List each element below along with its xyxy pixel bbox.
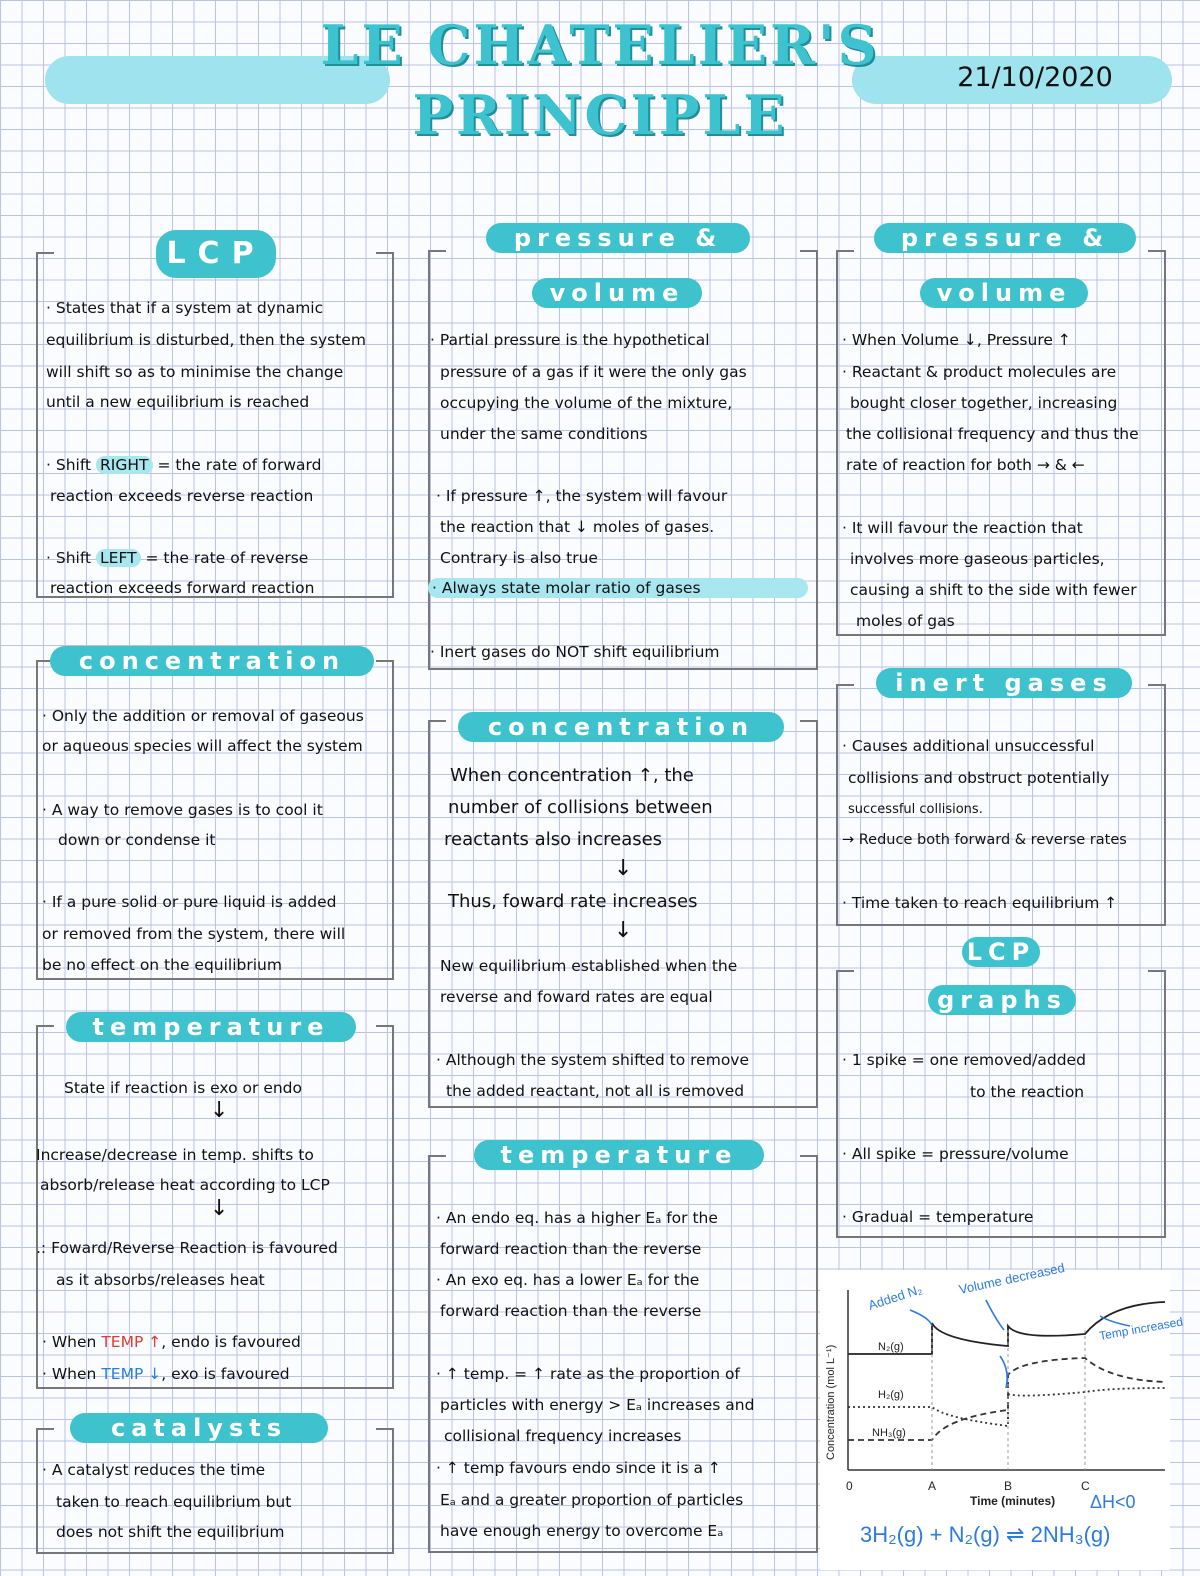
pressure-middle-highlight: · Always state molar ratio of gases [428,578,808,598]
pressure-right-heading1: pressure & [874,223,1136,253]
conc-left-text: down or condense it [58,831,216,849]
lcp-graphs-heading2: graphs [928,985,1076,1015]
note-volume: Volume decreased [957,1259,1066,1297]
down-arrow-icon: ↓ [614,856,633,881]
h2-label: H₂(g) [878,1389,904,1401]
temp-left-step3: .: Foward/Reverse Reaction is favoured [36,1239,338,1257]
temp-middle-text: Eₐ and a greater proportion of particles [440,1491,744,1509]
when-pre: · When [42,1365,97,1383]
temp-middle-text: forward reaction than the reverse [440,1240,702,1258]
conc-middle-although: · Although the system shifted to remove [436,1051,750,1069]
lcp-heading: LCP [156,230,276,278]
when-post: , endo is favoured [161,1333,301,1351]
pressure-middle-heading1: pressure & [486,223,750,253]
pressure-right-text: involves more gaseous particles, [850,550,1105,568]
nh3-label: NH₃(g) [872,1427,906,1439]
graph-xlabel: Time (minutes) [970,1494,1056,1508]
inert-gases-text: successful collisions. [848,802,983,817]
pressure-right-text: · It will favour the reaction that [842,519,1083,537]
inert-gases-heading: inert gases [876,668,1132,698]
graph-tick-c: C [1081,1479,1090,1493]
inert-gases-text: · Causes additional unsuccessful [842,737,1095,755]
conc-left-text: · A way to remove gases is to cool it [42,801,323,819]
temp-left-when-down [42,1364,290,1384]
inert-gases-text: collisions and obstruct potentially [848,769,1110,787]
temp-left-step2: absorb/release heat according to LCP [40,1176,330,1194]
equation: 3H₂(g) + N₂(g) ⇌ 2NH₃(g) [860,1522,1111,1547]
temp-middle-text: · ↑ temp favours endo since it is a ↑ [436,1459,721,1477]
date: 21/10/2020 [957,62,1113,93]
conc-middle-although: the added reactant, not all is removed [446,1082,745,1100]
concentration-left-heading: concentration [50,646,374,676]
graph-tick-a: A [928,1479,937,1493]
lcp-graphs-text: · Gradual = temperature [842,1208,1034,1226]
pressure-middle-text: the reaction that ↓ moles of gases. [440,518,715,536]
when-pre: · When [42,1333,97,1351]
lcp-text: reaction exceeds reverse reaction [50,487,314,505]
lcp-graphs-text: to the reaction [970,1083,1085,1101]
pressure-right-text: · Reactant & product molecules are [842,363,1117,381]
when-post: , exo is favoured [161,1365,290,1383]
temperature-middle-heading: temperature [474,1140,764,1170]
note-temp: Temp increased [1098,1314,1184,1343]
conc-middle-new-eq: New equilibrium established when the [440,957,738,975]
graph-svg [820,1259,1184,1570]
pressure-middle-text: · If pressure ↑, the system will favour [436,487,728,505]
lcp-graphs-text: · All spike = pressure/volume [842,1145,1069,1163]
conc-middle-text: number of collisions between [448,797,713,818]
shift-left-word: LEFT [96,549,141,567]
conc-middle-thus: Thus, foward rate increases [448,891,698,912]
shift-right-post: = the rate of forward [157,456,322,474]
shift-right-pre: · Shift [46,456,92,474]
conc-left-text: or removed from the system, there will [42,925,346,943]
temp-middle-text: collisional frequency increases [444,1427,682,1445]
graph-tick-b: B [1004,1479,1013,1493]
lcp-text: · States that if a system at dynamic [46,299,324,317]
pressure-right-text: causing a shift to the side with fewer [850,581,1137,599]
temp-middle-text: particles with energy > Eₐ increases and [440,1396,755,1414]
lcp-text: will shift so as to minimise the change [46,363,344,381]
temp-left-step1: State if reaction is exo or endo [64,1079,302,1097]
pressure-right-text: · When Volume ↓, Pressure ↑ [842,331,1071,349]
lcp-text: reaction exceeds forward reaction [50,579,315,597]
temp-middle-text: · An endo eq. has a higher Eₐ for the [436,1209,718,1227]
graph-ylabel: Concentration (mol L⁻¹) [825,1344,837,1460]
temp-left-when-up [42,1332,301,1352]
catalysts-text: · A catalyst reduces the time [42,1461,266,1479]
catalysts-text: taken to reach equilibrium but [56,1493,292,1511]
conc-middle-new-eq: reverse and foward rates are equal [440,988,713,1006]
catalysts-text: does not shift the equilibrium [56,1523,285,1541]
shift-left-pre: · Shift [46,549,92,567]
page-title-line1: LE CHATELIER'S [320,13,880,77]
temp-middle-text: have enough energy to overcome Eₐ [440,1522,724,1540]
conc-middle-text: When concentration ↑, the [450,765,694,786]
pressure-middle-text: occupying the volume of the mixture, [440,394,733,412]
graph-origin: 0 [846,1479,853,1493]
temperature-left-heading: temperature [66,1012,356,1042]
n2-label: N₂(g) [878,1341,904,1353]
conc-left-text: · Only the addition or removal of gaseous [42,707,364,725]
temp-left-step3: as it absorbs/releases heat [56,1271,265,1289]
lcp-text: until a new equilibrium is reached [46,393,310,411]
down-arrow-icon: ↓ [210,1098,229,1123]
delta-h: ΔH<0 [1090,1492,1136,1512]
page-title-line2: PRINCIPLE [412,83,788,147]
temp-middle-text: · An exo eq. has a lower Eₐ for the [436,1271,700,1289]
note-added: Added N₂ [866,1281,924,1313]
conc-left-text: or aqueous species will affect the system [42,737,363,755]
pressure-middle-inert: · Inert gases do NOT shift equilibrium [430,643,720,661]
temp-up-label: TEMP ↑ [101,1333,162,1351]
shift-right-word: RIGHT [96,456,152,474]
concentration-middle-heading: concentration [458,712,784,742]
pressure-middle-frame [428,250,818,670]
down-arrow-icon: ↓ [614,918,633,943]
temp-middle-text: · ↑ temp. = ↑ rate as the proportion of [436,1365,740,1383]
lcp-shift-right [46,455,321,475]
pressure-middle-text: under the same conditions [440,425,648,443]
conc-left-text: · If a pure solid or pure liquid is added [42,893,337,911]
pressure-middle-text: pressure of a gas if it were the only gas [440,363,747,381]
pressure-right-text: rate of reaction for both → & ← [846,456,1085,474]
pressure-middle-text: · Partial pressure is the hypothetical [430,331,710,349]
conc-middle-text: reactants also increases [444,829,663,850]
down-arrow-icon: ↓ [210,1196,229,1221]
catalysts-heading: catalysts [70,1413,328,1443]
lcp-graphs-text: · 1 spike = one removed/added [842,1051,1086,1069]
pressure-middle-heading2: volume [532,278,702,308]
shift-left-post: = the rate of reverse [145,549,309,567]
temp-middle-text: forward reaction than the reverse [440,1302,702,1320]
pressure-right-text: bought closer together, increasing [850,394,1118,412]
pressure-right-heading2: volume [920,278,1088,308]
conc-left-text: be no effect on the equilibrium [42,956,282,974]
lcp-graphs-heading1: LCP [962,937,1040,967]
lcp-text: equilibrium is disturbed, then the system [46,331,366,349]
pressure-right-text: the collisional frequency and thus the [846,425,1139,443]
lcp-shift-left [46,548,308,568]
pressure-right-text: moles of gas [856,612,955,630]
pressure-middle-text: Contrary is also true [440,549,598,567]
temp-down-label: TEMP ↓ [101,1365,162,1383]
temp-left-step2: Increase/decrease in temp. shifts to [36,1146,314,1164]
inert-gases-text: → Reduce both forward & reverse rates [842,832,1127,848]
concentration-graph [820,1259,1184,1570]
inert-gases-text: · Time taken to reach equilibrium ↑ [842,894,1118,912]
